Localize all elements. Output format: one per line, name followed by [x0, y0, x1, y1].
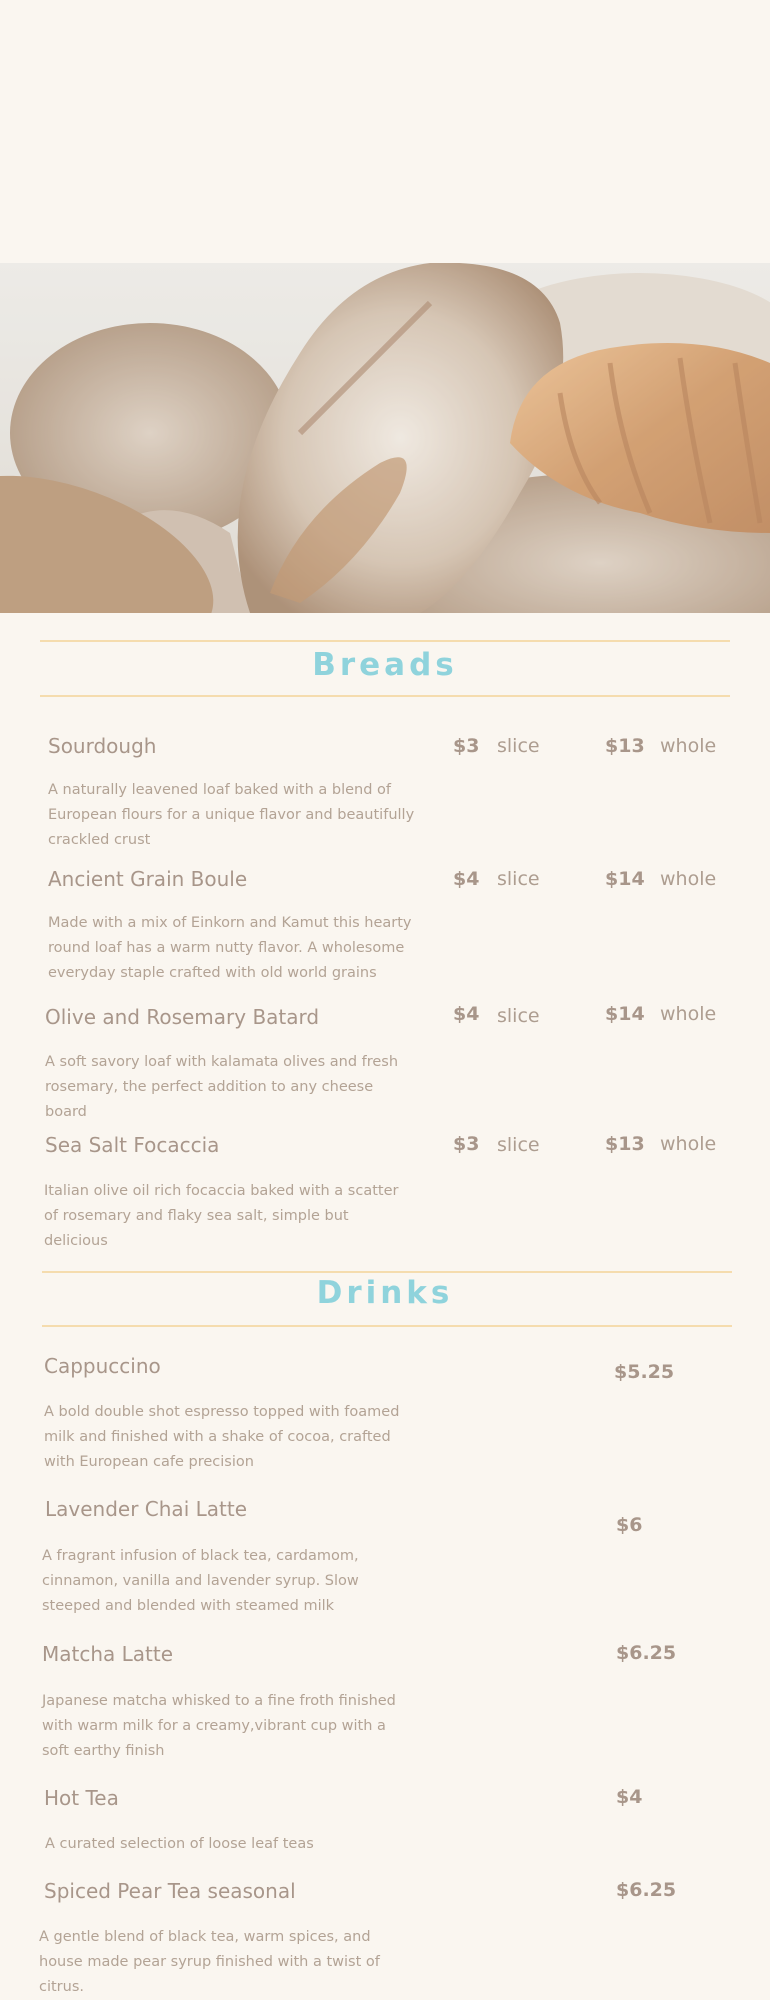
bread-item-description: Made with a mix of Einkorn and Kamut this hearty round loaf has a warm nutty flavor. A wholesome everyday staple crafted with old world grains: [48, 915, 412, 981]
drink-price: $6.25: [616, 1879, 677, 1901]
whole-label: whole: [660, 1003, 717, 1025]
bread-item-description: A soft savory loaf with kalamata olives and fresh rosemary, the perfect addition to any cheese board: [45, 1054, 399, 1120]
whole-label: whole: [660, 735, 717, 757]
whole-price: $14: [605, 868, 645, 890]
bread-item-name: Sourdough: [48, 734, 157, 758]
drink-item-name: Lavender Chai Latte: [45, 1497, 247, 1521]
drink-price: $6: [616, 1514, 643, 1536]
drink-item-description: A bold double shot espresso topped with foamed milk and finished with a shake of cocoa, crafted with European cafe precision: [44, 1404, 400, 1470]
drink-price: $6.25: [616, 1642, 677, 1664]
drink-item-description: A curated selection of loose leaf teas: [45, 1836, 314, 1852]
bread-item-name: Sea Salt Focaccia: [45, 1133, 220, 1157]
drink-item-description: A fragrant infusion of black tea, cardamom, cinnamon, vanilla and lavender syrup. Slow steeped and blended with steamed milk: [42, 1548, 359, 1614]
bread-item-description: A naturally leavened loaf baked with a blend of European flours for a unique flavor and beautifully crackled crust: [48, 782, 415, 848]
bread-item-name: Ancient Grain Boule: [48, 867, 248, 891]
slice-price: $4: [453, 868, 480, 890]
bread-photo: [0, 263, 770, 613]
whole-label: whole: [660, 868, 717, 890]
drink-item-description: Japanese matcha whisked to a fine froth finished with warm milk for a creamy,vibrant cup with a soft earthy finish: [42, 1693, 396, 1759]
bread-item-name: Olive and Rosemary Batard: [45, 1005, 320, 1029]
drink-price: $4: [616, 1786, 643, 1808]
drink-price: $5.25: [614, 1361, 675, 1383]
slice-label: slice: [497, 735, 540, 757]
breads-top-rule: [40, 640, 730, 642]
slice-price: $3: [453, 735, 480, 757]
drink-item-name: Cappuccino: [44, 1354, 161, 1378]
drinks-section-title: Drinks: [316, 1275, 454, 1311]
slice-price: $4: [453, 1003, 480, 1025]
drink-item-name: Matcha Latte: [42, 1642, 174, 1666]
whole-price: $14: [605, 1003, 645, 1025]
drink-item-description: A gentle blend of black tea, warm spices, and house made pear syrup finished with a twist of citrus.: [39, 1929, 380, 1995]
whole-price: $13: [605, 1133, 645, 1155]
slice-price: $3: [453, 1133, 480, 1155]
slice-label: slice: [497, 1005, 540, 1027]
breads-bottom-rule: [40, 695, 730, 697]
slice-label: slice: [497, 1134, 540, 1156]
bread-item-description: Italian olive oil rich focaccia baked with a scatter of rosemary and flaky sea salt, simple but delicious: [44, 1183, 399, 1249]
whole-price: $13: [605, 735, 645, 757]
slice-label: slice: [497, 868, 540, 890]
drinks-top-rule: [42, 1271, 732, 1273]
hero-bread-photo: [0, 263, 770, 613]
whole-label: whole: [660, 1133, 717, 1155]
drink-item-name: Spiced Pear Tea seasonal: [44, 1879, 296, 1903]
breads-section-title: Breads: [312, 647, 458, 683]
drinks-bottom-rule: [42, 1325, 732, 1327]
drink-item-name: Hot Tea: [44, 1786, 119, 1810]
